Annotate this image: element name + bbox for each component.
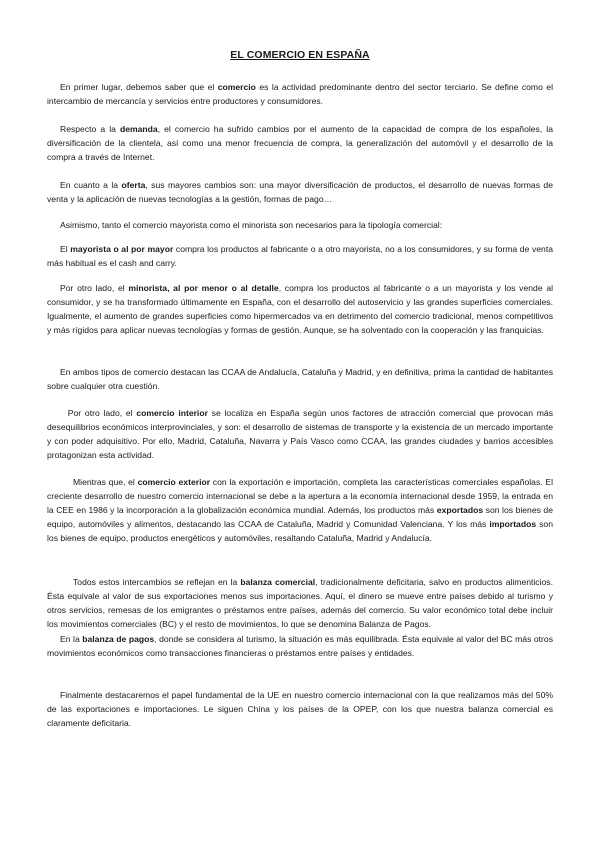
bold-term: comercio exterior: [137, 477, 211, 487]
paragraph-ambos-tipos: [47, 365, 553, 393]
paragraph-comercio-exterior: [47, 475, 553, 545]
bold-term: balanza de pagos: [82, 634, 155, 644]
text-run: En la: [60, 634, 83, 644]
text-run: , compra los productos al fabricante o a un mayorista y los vende al consumidor, y se ha transformado últimamente en España, con el desarrollo del autoservicio y las grandes superficies comerciales. Igualmente, el aumento de grandes superficies como hipermercados va en detrimento del comercio tradicional, menos competitivos y más rígidos para aplicar nuevas tecnologías y formas de gestión. Aunque, se ha solventado con la cooperación y las franquicias.: [47, 283, 554, 335]
text-run: , tradicionalmente deficitaria, salvo en productos alimenticios. Ésta equivale al valor de sus exportaciones menos sus importaciones. Aquí, el dinero se mueve entre países debido al turismo y otros servicios, remesas de los emigrantes o préstamos entre países, además del comercio. Su valor económico total debe incluir los movimientos comerciales (BC) y el resto de movimientos, lo que se denomina Balanza de Pagos.: [47, 577, 553, 629]
paragraph-comercio-definicion: [47, 80, 553, 108]
text-run: En primer lugar, debemos saber que el: [60, 82, 218, 92]
text-run: En ambos tipos de comercio destacan las CCAA de Andalucía, Cataluña y Madrid, y en definitiva, prima la cantidad de habitantes sobre cualquier otra cuestión.: [47, 367, 553, 391]
text-run: con la exportación e importación, completa las características comerciales españolas. El creciente desarrollo de nuestro comercio internacional se debe a la apertura a la economía internacional desde 1959, la entrada en la CEE en 1986 y la incorporación a la globalización económica mundial. Además, los productos más: [47, 477, 554, 515]
text-run: es la actividad predominante dentro del sector terciario. Se define como el intercambio de mercancía y servicios entre productores y consumidores.: [47, 82, 553, 106]
text-run: son los bienes de equipo, productos energéticos y automóviles, resaltando Cataluña, Madrid y Andalucía.: [47, 519, 553, 543]
text-run: El: [60, 244, 71, 254]
paragraph-tipologia: [47, 218, 553, 232]
bold-term: exportados: [436, 505, 484, 515]
text-run: En cuanto a la: [60, 180, 122, 190]
text-run: Finalmente destacaremos el papel fundamental de la UE en nuestro comercio internacional con la que realizamos más del 50% de las exportaciones e importaciones. Le siguen China y los países de la OPEP, con los que nuestra balanza comercial es claramente deficitaria.: [47, 690, 553, 728]
bold-term: balanza comercial: [240, 577, 316, 587]
paragraph-ue-conclusion: [47, 688, 553, 730]
paragraph-oferta: [47, 178, 553, 206]
text-run: compra los productos al fabricante o a otro mayorista, no a los consumidores, y su forma de venta más habitual es el cash and carry.: [47, 244, 553, 268]
text-run: son los bienes de equipo, automóviles y alimentos, destacando las CCAA de Cataluña, Madrid y Comunidad Valenciana. Y los más: [47, 505, 553, 529]
text-run: se localiza en España según unos factores de atracción comercial que provocan más desequilibrios económicos interprovinciales, y son: el desarrollo de sistemas de transporte y la existencia de un mercado importante y con poder adquisitivo. Por ello, Madrid, Cataluña, Navarra y País Vasco como CCAA, las grandes ciudades y barrios accesibles protagonizan esta actividad.: [47, 408, 553, 460]
paragraph-minorista: [47, 281, 553, 337]
text-run: Mientras que, el: [73, 477, 138, 487]
bold-term: demanda: [119, 124, 158, 134]
text-run: Por otro lado, el: [60, 283, 129, 293]
document-title: EL COMERCIO EN ESPAÑA: [230, 49, 370, 61]
bold-term: oferta: [121, 180, 146, 190]
text-run: Respecto a la: [60, 124, 120, 134]
paragraph-demanda: [47, 122, 553, 164]
bold-term: comercio: [217, 82, 256, 92]
text-run: , donde se considera al turismo, la situación es más equilibrada. Ésta equivale al valor del BC más otros movimientos económicos como transacciones financieras o préstamos entre países y entidades.: [47, 634, 553, 658]
paragraph-mayorista: [47, 242, 553, 270]
text-run: Por otro lado, el: [67, 408, 137, 418]
paragraph-balanza-comercial: [47, 575, 553, 631]
text-run: , el comercio ha sufrido cambios por el aumento de la capacidad de compra de los españoles, la diversificación de la clientela, así como una menor frecuencia de compra, la generalización del automóvil y el desarrollo de la compra a través de Internet.: [47, 124, 553, 162]
text-run: Todos estos intercambios se reflejan en la: [73, 577, 241, 587]
text-run: Asimismo, tanto el comercio mayorista como el minorista son necesarios para la tipología comercial:: [60, 220, 443, 230]
bold-term: comercio interior: [136, 408, 208, 418]
bold-term: importados: [489, 519, 537, 529]
text-run: , sus mayores cambios son: una mayor diversificación de productos, el desarrollo de nuevas formas de venta y la aplicación de nuevas tecnologías a la gestión, formas de pago…: [47, 180, 553, 204]
bold-term: mayorista o al por mayor: [70, 244, 174, 254]
bold-term: minorista, al por menor o al detalle: [128, 283, 279, 293]
paragraph-balanza-pagos: [47, 632, 553, 660]
paragraph-comercio-interior: [47, 406, 553, 462]
